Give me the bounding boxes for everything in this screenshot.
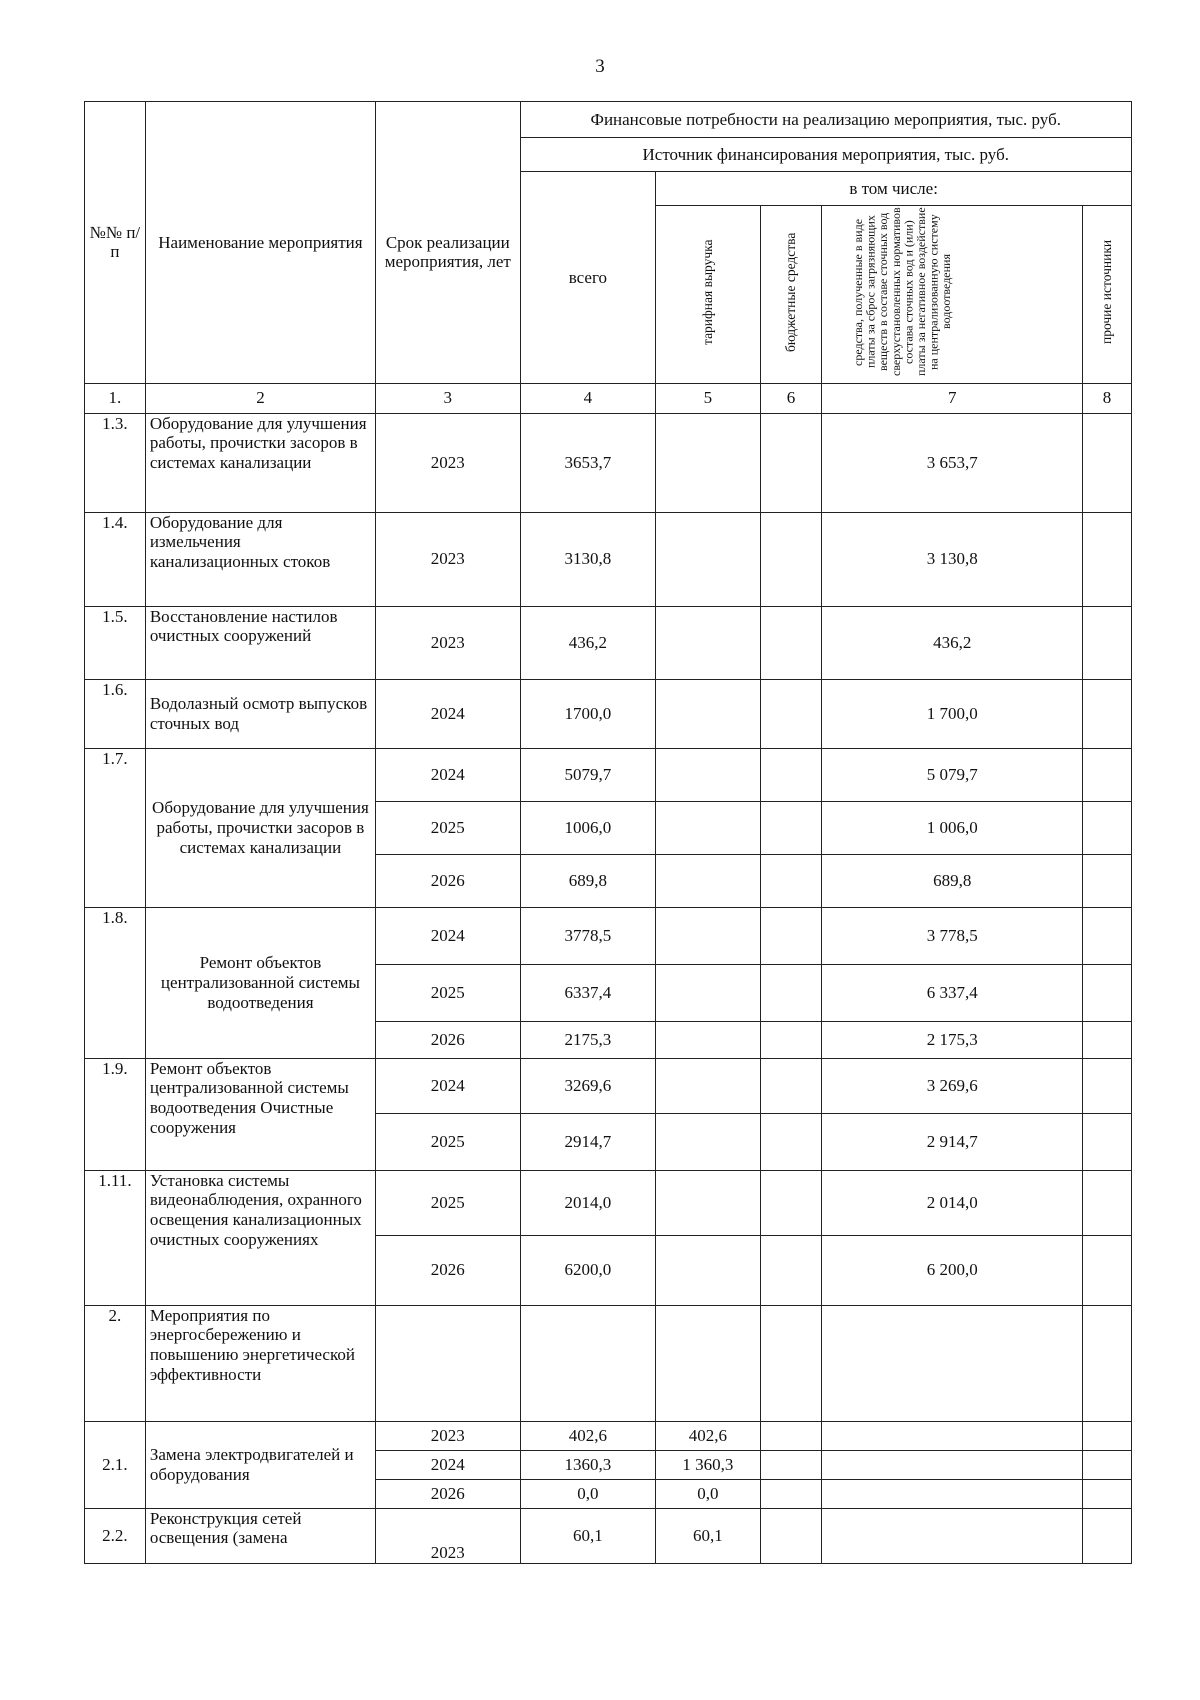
row-year: 2024 <box>376 748 520 801</box>
row-tariff: 60,1 <box>656 1508 760 1563</box>
row-total: 60,1 <box>520 1508 656 1563</box>
row-year: 2026 <box>376 854 520 907</box>
row-num: 1.3. <box>85 413 146 512</box>
row-total: 3269,6 <box>520 1058 656 1113</box>
row-tariff <box>656 854 760 907</box>
row-budget <box>760 748 822 801</box>
row-year: 2025 <box>376 1113 520 1170</box>
row-budget <box>760 1479 822 1508</box>
row-other <box>1083 1058 1132 1113</box>
row-total: 2175,3 <box>520 1021 656 1058</box>
row-total: 436,2 <box>520 606 656 679</box>
row-name: Реконструкция сетей освещения (замена <box>145 1508 375 1563</box>
row-budget <box>760 1058 822 1113</box>
row-fees: 1 700,0 <box>822 679 1083 748</box>
table-row <box>85 748 1132 801</box>
row-tariff: 0,0 <box>656 1479 760 1508</box>
row-fees <box>822 1450 1083 1479</box>
financing-table <box>84 101 1132 1564</box>
row-total: 6337,4 <box>520 964 656 1021</box>
row-total: 6200,0 <box>520 1235 656 1305</box>
table-row <box>85 1058 1132 1113</box>
row-other <box>1083 1450 1132 1479</box>
row-year: 2023 <box>376 1421 520 1450</box>
row-year: 2024 <box>376 1450 520 1479</box>
row-other <box>1083 1170 1132 1235</box>
colnum-2: 2 <box>145 383 375 413</box>
row-total: 0,0 <box>520 1479 656 1508</box>
row-year: 2025 <box>376 964 520 1021</box>
row-budget <box>760 512 822 606</box>
row-tariff <box>656 1305 760 1421</box>
row-year: 2023 <box>376 1508 520 1563</box>
row-year: 2026 <box>376 1479 520 1508</box>
row-total: 5079,7 <box>520 748 656 801</box>
row-fees <box>822 1479 1083 1508</box>
row-total: 3778,5 <box>520 907 656 964</box>
table-row <box>85 606 1132 679</box>
row-total: 402,6 <box>520 1421 656 1450</box>
row-total: 1700,0 <box>520 679 656 748</box>
row-fees: 6 337,4 <box>822 964 1083 1021</box>
row-tariff <box>656 512 760 606</box>
header-fin-source: Источник финансирования мероприятия, тыс. руб. <box>520 138 1132 172</box>
row-budget <box>760 413 822 512</box>
row-other <box>1083 1021 1132 1058</box>
colnum-7: 7 <box>822 383 1083 413</box>
row-fees <box>822 1508 1083 1563</box>
row-num: 1.11. <box>85 1170 146 1305</box>
row-tariff <box>656 1021 760 1058</box>
header-fin-needs: Финансовые потребности на реализацию мероприятия, тыс. руб. <box>520 102 1132 138</box>
table-row <box>85 512 1132 606</box>
row-name: Мероприятия по энергосбережению и повышению энергетической эффективности <box>145 1305 375 1421</box>
row-year: 2023 <box>376 512 520 606</box>
table-row <box>85 1305 1132 1421</box>
row-total: 1006,0 <box>520 801 656 854</box>
row-fees: 3 653,7 <box>822 413 1083 512</box>
row-other <box>1083 512 1132 606</box>
row-fees: 2 014,0 <box>822 1170 1083 1235</box>
row-budget <box>760 1508 822 1563</box>
row-budget <box>760 1113 822 1170</box>
row-fees: 3 778,5 <box>822 907 1083 964</box>
table-row <box>85 679 1132 748</box>
row-tariff <box>656 1170 760 1235</box>
header-num: №№ п/п <box>85 102 146 384</box>
row-num: 1.5. <box>85 606 146 679</box>
row-tariff <box>656 1235 760 1305</box>
row-tariff <box>656 606 760 679</box>
colnum-8: 8 <box>1083 383 1132 413</box>
row-total: 1360,3 <box>520 1450 656 1479</box>
row-name: Ремонт объектов централизованной системы водоотведения <box>145 907 375 1058</box>
row-budget <box>760 606 822 679</box>
row-num: 1.6. <box>85 679 146 748</box>
row-num: 1.8. <box>85 907 146 1058</box>
row-tariff <box>656 801 760 854</box>
row-num: 2.2. <box>85 1508 146 1563</box>
row-name: Оборудование для измельчения канализационных стоков <box>145 512 375 606</box>
row-tariff: 402,6 <box>656 1421 760 1450</box>
header-total: всего <box>520 172 656 384</box>
header-name: Наименование мероприятия <box>145 102 375 384</box>
header-budget: бюджетные средства <box>760 206 822 384</box>
row-fees <box>822 1305 1083 1421</box>
row-budget <box>760 801 822 854</box>
row-fees: 3 130,8 <box>822 512 1083 606</box>
row-fees: 436,2 <box>822 606 1083 679</box>
colnum-6: 6 <box>760 383 822 413</box>
row-fees: 689,8 <box>822 854 1083 907</box>
table-row <box>85 1508 1132 1563</box>
table-row <box>85 413 1132 512</box>
row-fees: 3 269,6 <box>822 1058 1083 1113</box>
colnum-1: 1. <box>85 383 146 413</box>
row-budget <box>760 854 822 907</box>
colnum-5: 5 <box>656 383 760 413</box>
row-total: 689,8 <box>520 854 656 907</box>
row-budget <box>760 1235 822 1305</box>
table-row <box>85 907 1132 964</box>
row-name: Установка системы видеонаблюдения, охранного освещения канализационных очистных сооружениях <box>145 1170 375 1305</box>
header-fees: средства, полученные в виде платы за сброс загрязняющих веществ в составе сточных вод сверхустановленных нормативов состава сточных вод и (или) платы за негативное воздействие на централизованную систему водоотведения <box>822 206 1083 384</box>
row-budget <box>760 679 822 748</box>
row-tariff: 1 360,3 <box>656 1450 760 1479</box>
row-fees: 2 914,7 <box>822 1113 1083 1170</box>
row-tariff <box>656 964 760 1021</box>
table-row <box>85 1170 1132 1235</box>
row-tariff <box>656 413 760 512</box>
row-fees <box>822 1421 1083 1450</box>
row-other <box>1083 854 1132 907</box>
row-other <box>1083 1508 1132 1563</box>
row-other <box>1083 964 1132 1021</box>
row-tariff <box>656 907 760 964</box>
row-budget <box>760 964 822 1021</box>
row-fees: 5 079,7 <box>822 748 1083 801</box>
row-other <box>1083 1235 1132 1305</box>
row-other <box>1083 1421 1132 1450</box>
row-budget <box>760 907 822 964</box>
row-budget <box>760 1305 822 1421</box>
row-name: Оборудование для улучшения работы, прочистки засоров в системах канализации <box>145 748 375 907</box>
row-year: 2025 <box>376 801 520 854</box>
row-year: 2025 <box>376 1170 520 1235</box>
row-other <box>1083 1479 1132 1508</box>
row-tariff <box>656 1058 760 1113</box>
row-other <box>1083 907 1132 964</box>
row-budget <box>760 1021 822 1058</box>
row-budget <box>760 1450 822 1479</box>
page-number: 3 <box>595 56 605 77</box>
header-tariff: тарифная выручка <box>656 206 760 384</box>
row-num: 1.4. <box>85 512 146 606</box>
row-tariff <box>656 748 760 801</box>
row-year: 2024 <box>376 907 520 964</box>
row-year: 2024 <box>376 1058 520 1113</box>
row-other <box>1083 1113 1132 1170</box>
row-num: 2. <box>85 1305 146 1421</box>
row-year: 2023 <box>376 413 520 512</box>
row-year: 2024 <box>376 679 520 748</box>
row-num: 1.7. <box>85 748 146 907</box>
row-tariff <box>656 1113 760 1170</box>
row-other <box>1083 1305 1132 1421</box>
row-total: 3653,7 <box>520 413 656 512</box>
row-year: 2026 <box>376 1235 520 1305</box>
header-term: Срок реализации мероприятия, лет <box>376 102 520 384</box>
header-other: прочие источники <box>1083 206 1132 384</box>
row-name: Замена электродвигателей и оборудования <box>145 1421 375 1508</box>
row-year: 2026 <box>376 1021 520 1058</box>
row-total: 2014,0 <box>520 1170 656 1235</box>
table-row <box>85 1421 1132 1450</box>
row-other <box>1083 606 1132 679</box>
header-including: в том числе: <box>656 172 1132 206</box>
row-tariff <box>656 679 760 748</box>
row-name: Восстановление настилов очистных сооружений <box>145 606 375 679</box>
row-num: 1.9. <box>85 1058 146 1170</box>
row-other <box>1083 413 1132 512</box>
row-fees: 6 200,0 <box>822 1235 1083 1305</box>
row-total: 2914,7 <box>520 1113 656 1170</box>
row-name: Ремонт объектов централизованной системы водоотведения Очистные сооружения <box>145 1058 375 1170</box>
row-year: 2023 <box>376 606 520 679</box>
row-fees: 1 006,0 <box>822 801 1083 854</box>
row-other <box>1083 801 1132 854</box>
row-year <box>376 1305 520 1421</box>
row-num: 2.1. <box>85 1421 146 1508</box>
colnum-4: 4 <box>520 383 656 413</box>
row-total: 3130,8 <box>520 512 656 606</box>
colnum-3: 3 <box>376 383 520 413</box>
row-budget <box>760 1421 822 1450</box>
row-fees: 2 175,3 <box>822 1021 1083 1058</box>
row-other <box>1083 679 1132 748</box>
row-budget <box>760 1170 822 1235</box>
row-other <box>1083 748 1132 801</box>
row-total <box>520 1305 656 1421</box>
row-name: Водолазный осмотр выпусков сточных вод <box>145 679 375 748</box>
row-name: Оборудование для улучшения работы, прочистки засоров в системах канализации <box>145 413 375 512</box>
